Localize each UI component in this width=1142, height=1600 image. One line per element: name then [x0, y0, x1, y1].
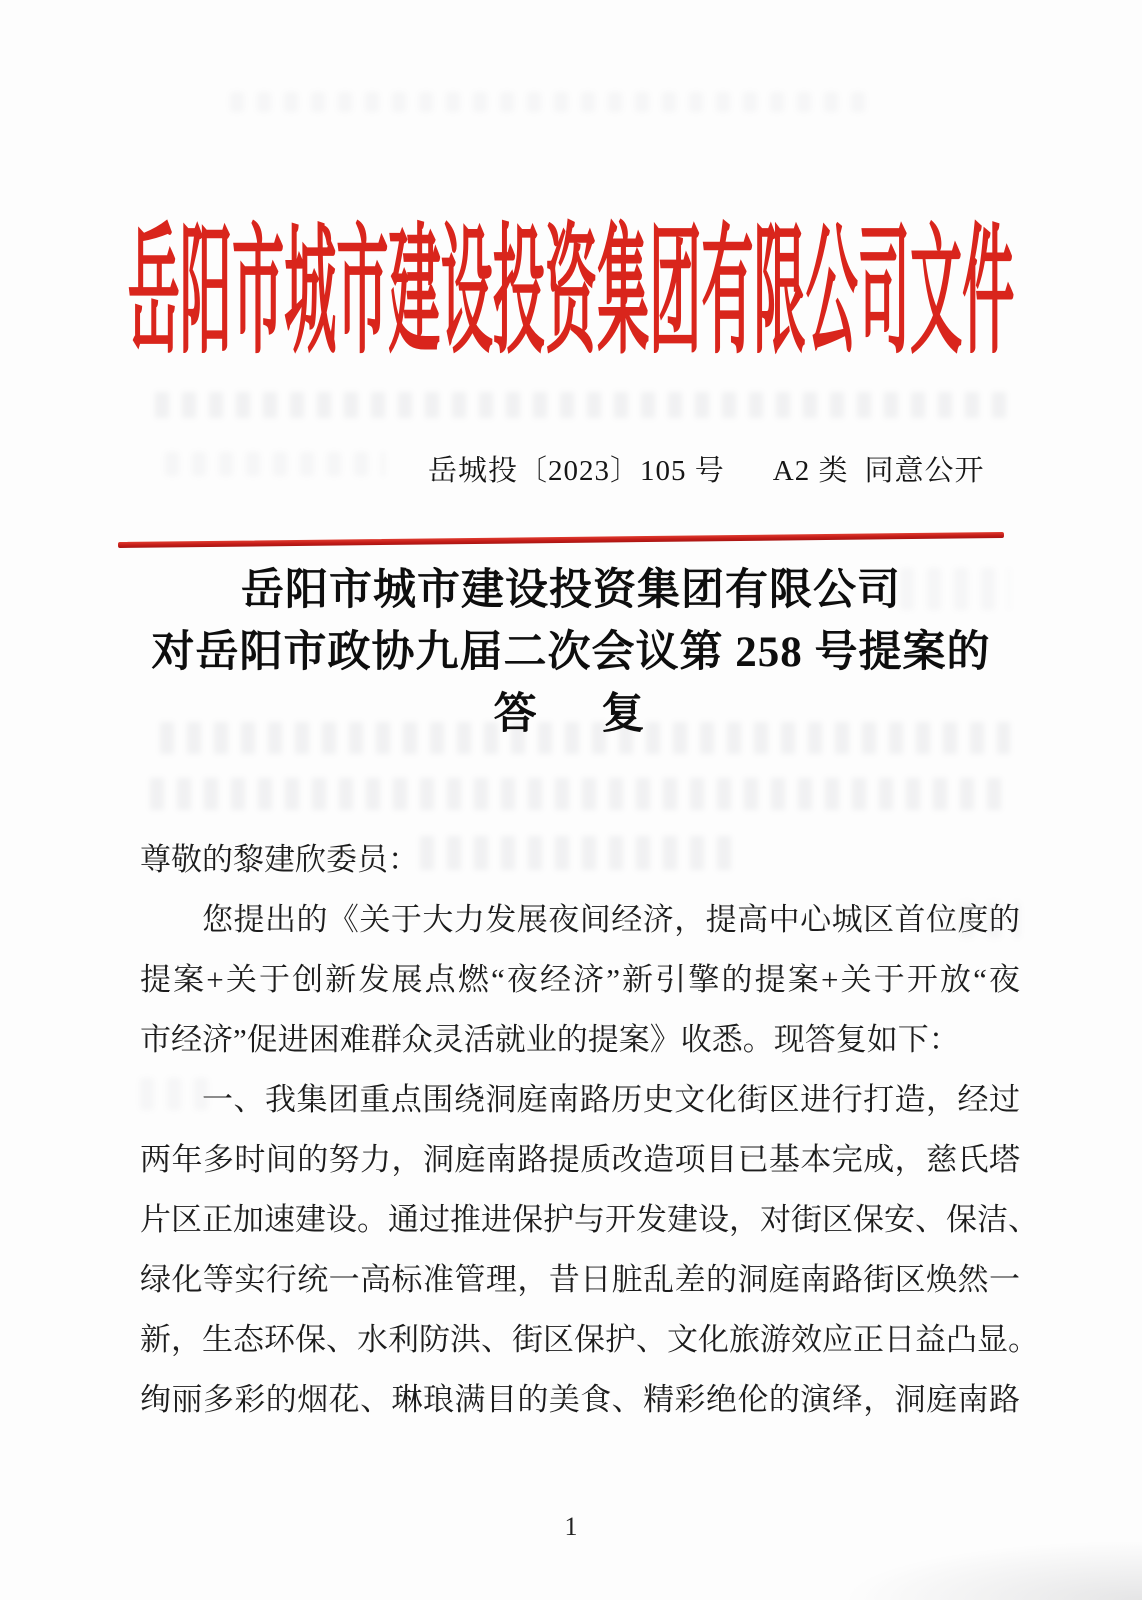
- paragraph-line: 绿化等实行统一高标准管理，昔日脏乱差的洞庭南路街区焕然一: [140, 1262, 1020, 1297]
- paragraph-line: 您提出的《关于大力发展夜间经济，提高中心城区首位度的: [202, 902, 1020, 937]
- paragraph-line: 片区正加速建设。通过推进保护与开发建设，对街区保安、保洁、: [140, 1202, 1039, 1237]
- publicity-label: 同意公开: [864, 455, 985, 487]
- document-number: 岳城投〔2023〕105 号: [428, 455, 725, 487]
- document-title: [0, 560, 1142, 746]
- paragraph-line: 绚丽多彩的烟花、琳琅满目的美食、精彩绝伦的演绎，洞庭南路: [140, 1382, 1020, 1417]
- title-line-2: 对岳阳市政协九届二次会议第 258 号提案的: [151, 629, 991, 676]
- document-number-line: [428, 449, 984, 493]
- title-line-3: 答 复: [493, 691, 649, 738]
- scan-edge-shadow: [842, 1540, 1142, 1600]
- paragraph-line: 一、我集团重点围绕洞庭南路历史文化街区进行打造，经过: [202, 1082, 1020, 1117]
- paragraph-line: 提案+关于创新发展点燃“夜经济”新引擎的提案+关于开放“夜: [140, 962, 1020, 997]
- paragraph-line: 市经济”促进困难群众灵活就业的提案》收悉。现答复如下：: [140, 1022, 960, 1057]
- classification-label: A2 类: [772, 455, 849, 487]
- bleedthrough-artifact: [150, 778, 1010, 810]
- bleedthrough-artifact: [165, 452, 385, 476]
- paragraph-line: 新，生态环保、水利防洪、街区保护、文化旅游效应正日益凸显。: [140, 1322, 1039, 1357]
- red-header-banner: [0, 0, 1142, 380]
- salutation: 尊敬的黎建欣委员：: [140, 842, 419, 877]
- red-divider: [118, 532, 1004, 548]
- org-title-red-text: 岳阳市城市建设投资集团有限公司文件: [127, 214, 1015, 371]
- page-number: 1: [564, 1512, 578, 1541]
- paragraph-line: 两年多时间的努力，洞庭南路提质改造项目已基本完成，慈氏塔: [140, 1142, 1020, 1177]
- letter-body: [140, 830, 1039, 1430]
- bleedthrough-artifact: [155, 392, 1015, 418]
- title-line-1: 岳阳市城市建设投资集团有限公司: [241, 567, 901, 614]
